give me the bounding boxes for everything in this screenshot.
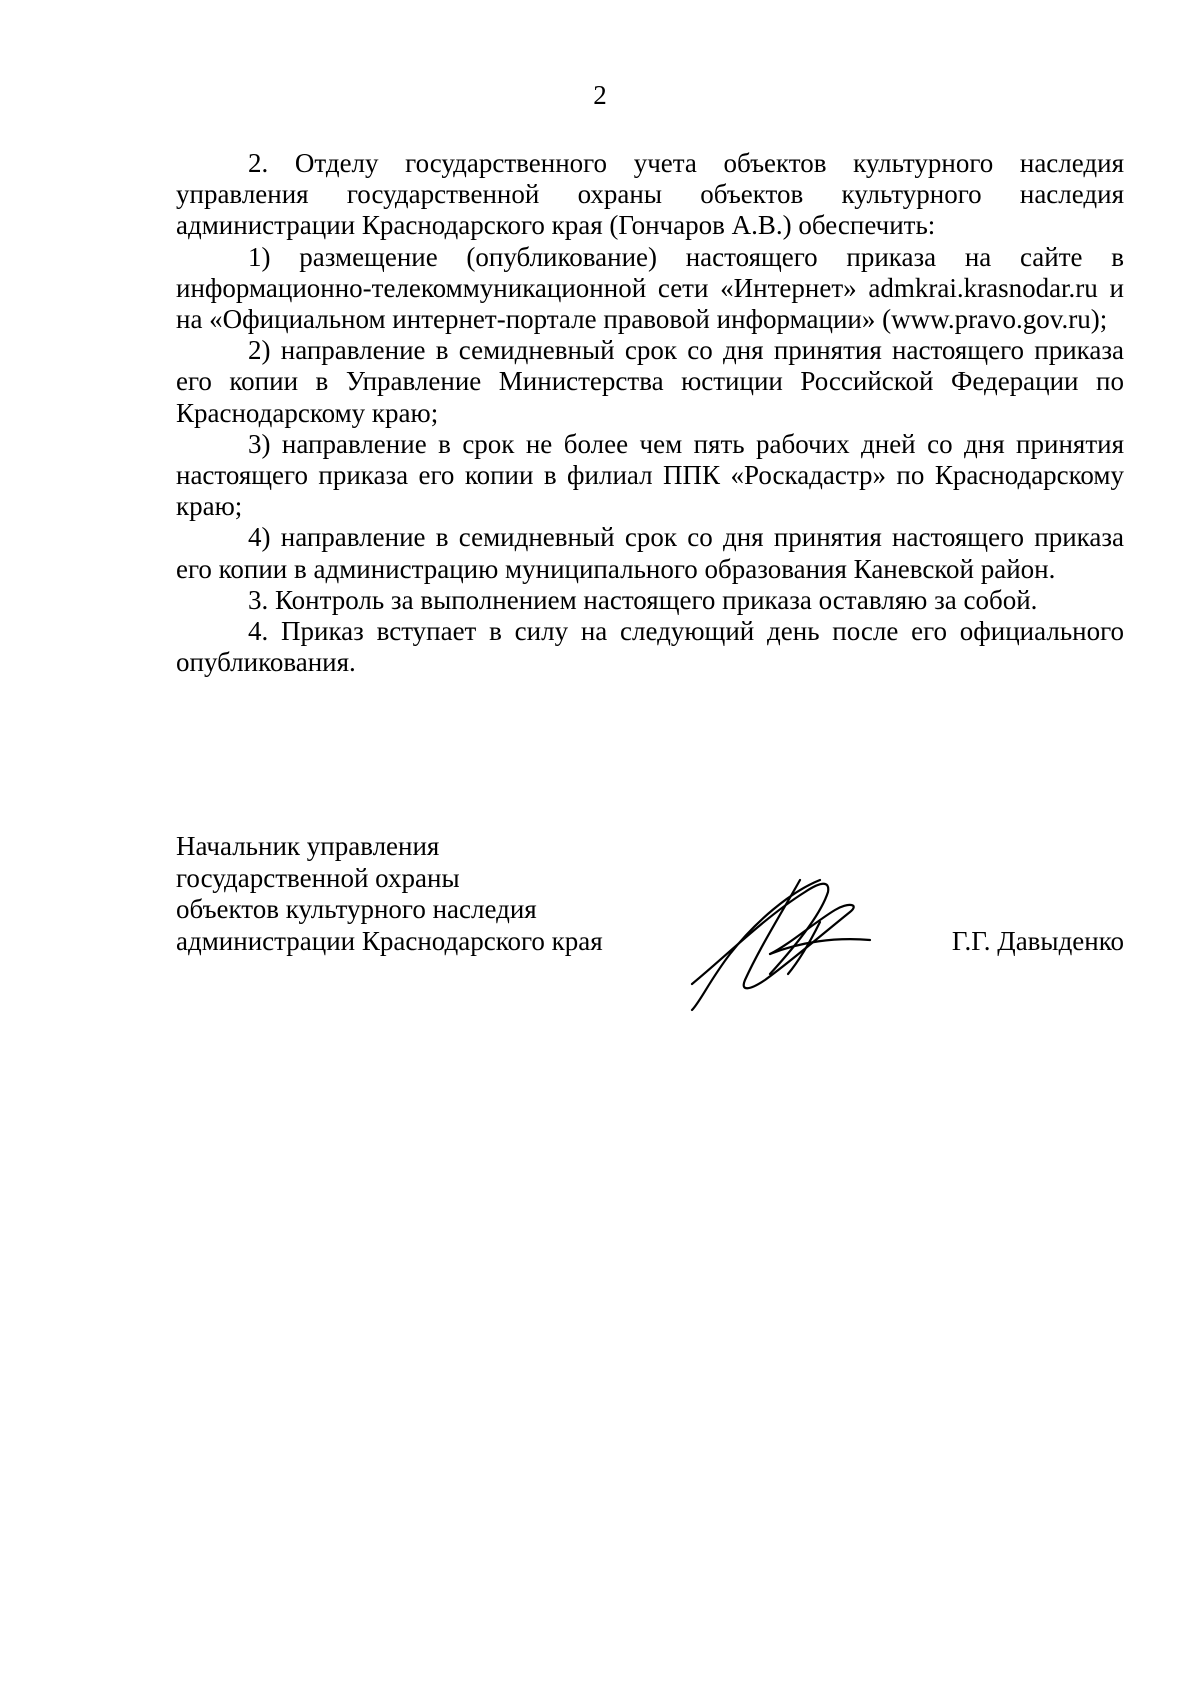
paragraph-subitem-3: 3) направление в срок не более чем пять рабочих дней со дня принятия настоящего приказа его копии в филиал ППК «Роскадастр» по Краснодарскому краю; (176, 428, 1124, 522)
signer-name: Г.Г. Давыденко (951, 926, 1124, 956)
page-number: 2 (593, 80, 607, 110)
signatory-title (176, 831, 603, 957)
signatory-title-line: объектов культурного наследия (176, 894, 537, 924)
paragraph-item-4: 4. Приказ вступает в силу на следующий день после его официального опубликования. (176, 616, 1124, 678)
handwritten-signature-icon (670, 862, 900, 1012)
signatory-title-line: Начальник управления (176, 831, 440, 861)
signatory-title-line: государственной охраны (176, 862, 460, 893)
paragraph-subitem-1: 1) размещение (опубликование) настоящего приказа на сайте в информационно-телекоммуникационной сети «Интернет» admkrai.krasnodar.ru и на «Официальном интернет-портале правовой информации» (www.pravo.gov.ru); (176, 241, 1124, 335)
signatory-title-line: администрации Краснодарского края (176, 925, 603, 956)
paragraph-subitem-2: 2) направление в семидневный срок со дня принятия настоящего приказа его копии в Управление Министерства юстиции Российской Федерации по Краснодарскому краю; (176, 335, 1124, 428)
paragraph-item-3: 3. Контроль за выполнением настоящего приказа оставляю за собой. (248, 584, 1038, 615)
paragraph-item-2: 2. Отделу государственного учета объектов культурного наследия управления государственной охраны объектов культурного наследия администрации Краснодарского края (Гончаров А.В.) обеспечить: (176, 148, 1124, 241)
document-body (176, 148, 1124, 678)
paragraph-subitem-4: 4) направление в семидневный срок со дня принятия настоящего приказа его копии в администрацию муниципального образования Каневской район. (176, 522, 1124, 584)
